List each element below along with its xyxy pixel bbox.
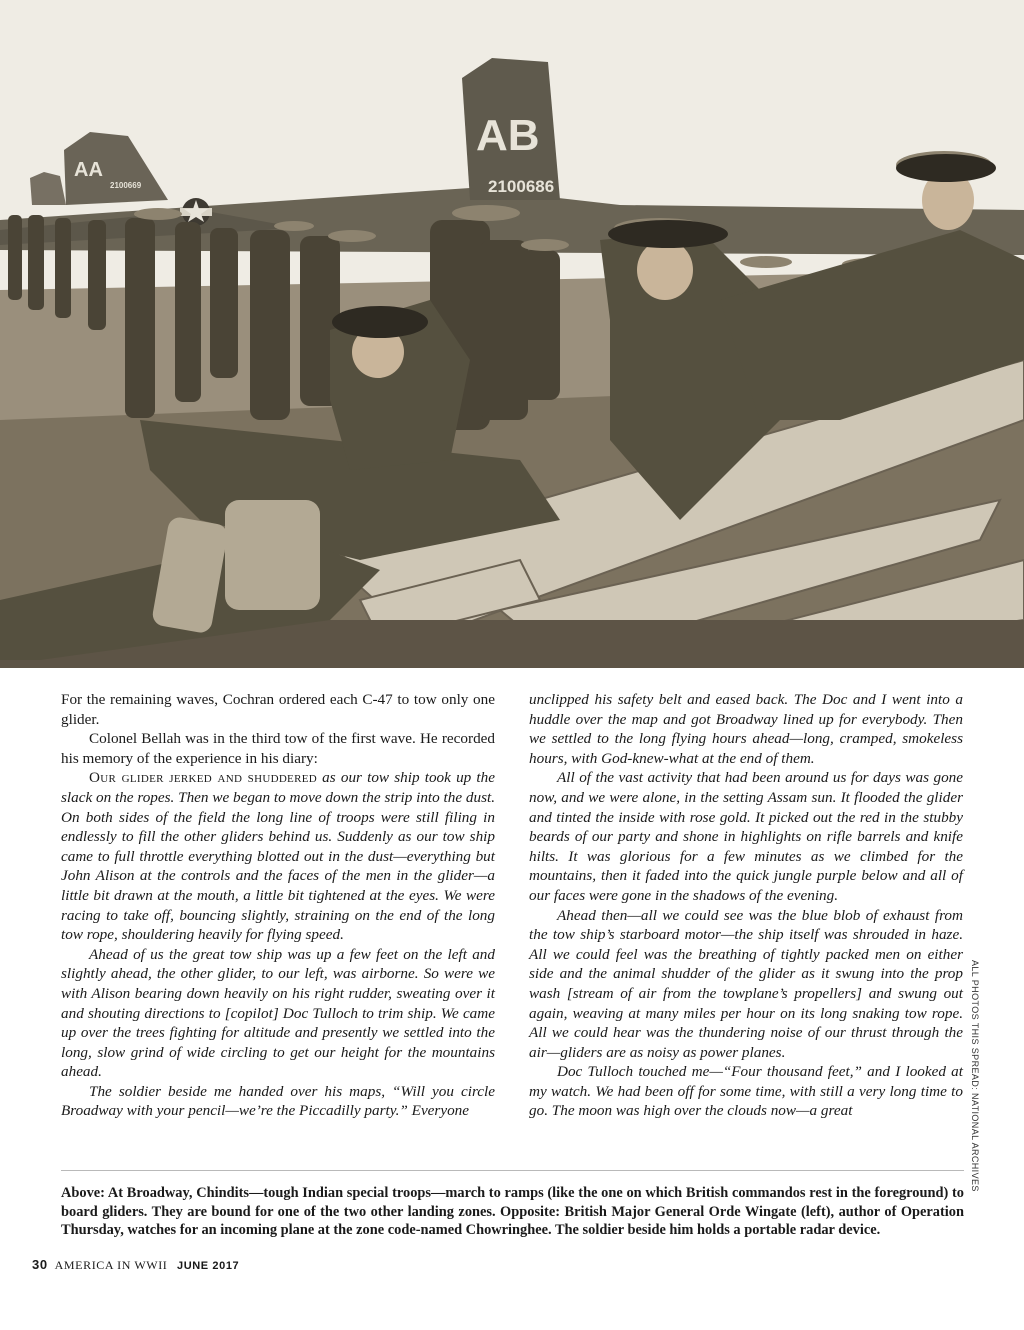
diary-paragraph: All of the vast activity that had been around us for days was gone now, and we were alone, in the setting Assam sun. It flooded the glider and tinted the inside with rose gold. It picked out the red in the stubby beards of our party and shone in highlights on rifle barrels and knife hilts. It was glorious for a few minutes as we climbed for the mountains, then it faded into the quick jungle purple below and all of our faces were gone in the shadows of the evening.: [529, 769, 963, 904]
diary-paragraph: The soldier beside me handed over his maps, “Will you circle Broadway with your pencil—we’re the Piccadilly party.” Everyone: [61, 1082, 495, 1120]
page-folio: [32, 1257, 239, 1273]
tail-serial-ab: 2100686: [488, 177, 555, 196]
diary-paragraph: Doc Tulloch touched me—“Four thousand feet,” and I looked at my watch. We had been off for some time, with still a very long time to go. The moon was high over the clouds now—a great: [529, 1063, 963, 1120]
diary-paragraph: [61, 768, 495, 944]
paragraph: Colonel Bellah was in the third tow of the first wave. He recorded his memory of the experience in his diary:: [61, 730, 495, 767]
paragraph: For the remaining waves, Cochran ordered each C-47 to tow only one glider.: [61, 691, 495, 728]
diary-paragraph: Ahead then—all we could see was the blue blob of exhaust from the tow ship’s starboard motor—the ship itself was shrouded in haze. All we could feel was the breathing of tightly packed men on either side and the animal shudder of the glider as it swung into the prop wash [stream of air from the towplane’s propellers] and swung out again, weaving at many miles per hour on its long snaking tow rope. All we could hear was the thundering noise of our thrust through the air—gliders are as noisy as power planes.: [529, 906, 963, 1061]
diary-paragraph: unclipped his safety belt and eased back. The Doc and I went into a huddle over the map and got Broadway lined up for everybody. Then we settled to the long flying hours ahead—long, cramped, smokeless hours, with God-knew-what at the end of them.: [529, 691, 963, 767]
body-column-left: [61, 690, 495, 1121]
caption-divider: [61, 1170, 964, 1171]
small-caps-lead: Our glider jerked and shuddered: [89, 769, 317, 787]
page-number: 30: [32, 1257, 48, 1272]
tail-code-ab: AB: [476, 111, 540, 160]
tail-code-aa: AA: [74, 159, 103, 181]
photo-credit: ALL PHOTOS THIS SPREAD: NATIONAL ARCHIVES: [970, 960, 980, 1192]
diary-text: as our tow ship took up the slack on the ropes. Then we began to move down the strip into the dust. On both sides of the field the long line of troops were still filing in endlessly to fill the other gliders behind us. Suddenly as our tow ship came to full throttle everything blotted out in the dust—everything but John Alison at the controls and the faces of the men in the glider—a little bit drawn at the mouth, a little bit tightened at the eyes. We were racing to take off, bouncing slightly, straining on the end of the long tow rope, shouldering heavily for flying speed.: [61, 769, 495, 944]
body-column-right: [529, 690, 963, 1121]
publication-name: AMERICA IN WWII: [54, 1258, 168, 1272]
tail-serial-aa: 2100669: [110, 181, 142, 190]
photo-caption: Above: At Broadway, Chindits—tough Indian special troops—march to ramps (like the one on which British commandos rest in the foreground) to board gliders. They are bound for one of the two other landing zones. Opposite: British Major General Orde Wingate (left), author of Operation Thursday, watches for an incoming plane at the zone code-named Chowringhee. The soldier beside him holds a portable radar device.: [61, 1185, 964, 1239]
issue-date: JUNE 2017: [177, 1260, 240, 1272]
diary-paragraph: Ahead of us the great tow ship was up a few feet on the left and slightly ahead, the other glider, to our left, was airborne. So were we with Alison bearing down heavily on his right rudder, sweating over it and shouting directions to [copilot] Doc Tulloch to trim ship. We came up over the trees fighting for altitude and presently we settled into the long, slow grind of wide circling to get our height for the mountains ahead.: [61, 945, 495, 1081]
